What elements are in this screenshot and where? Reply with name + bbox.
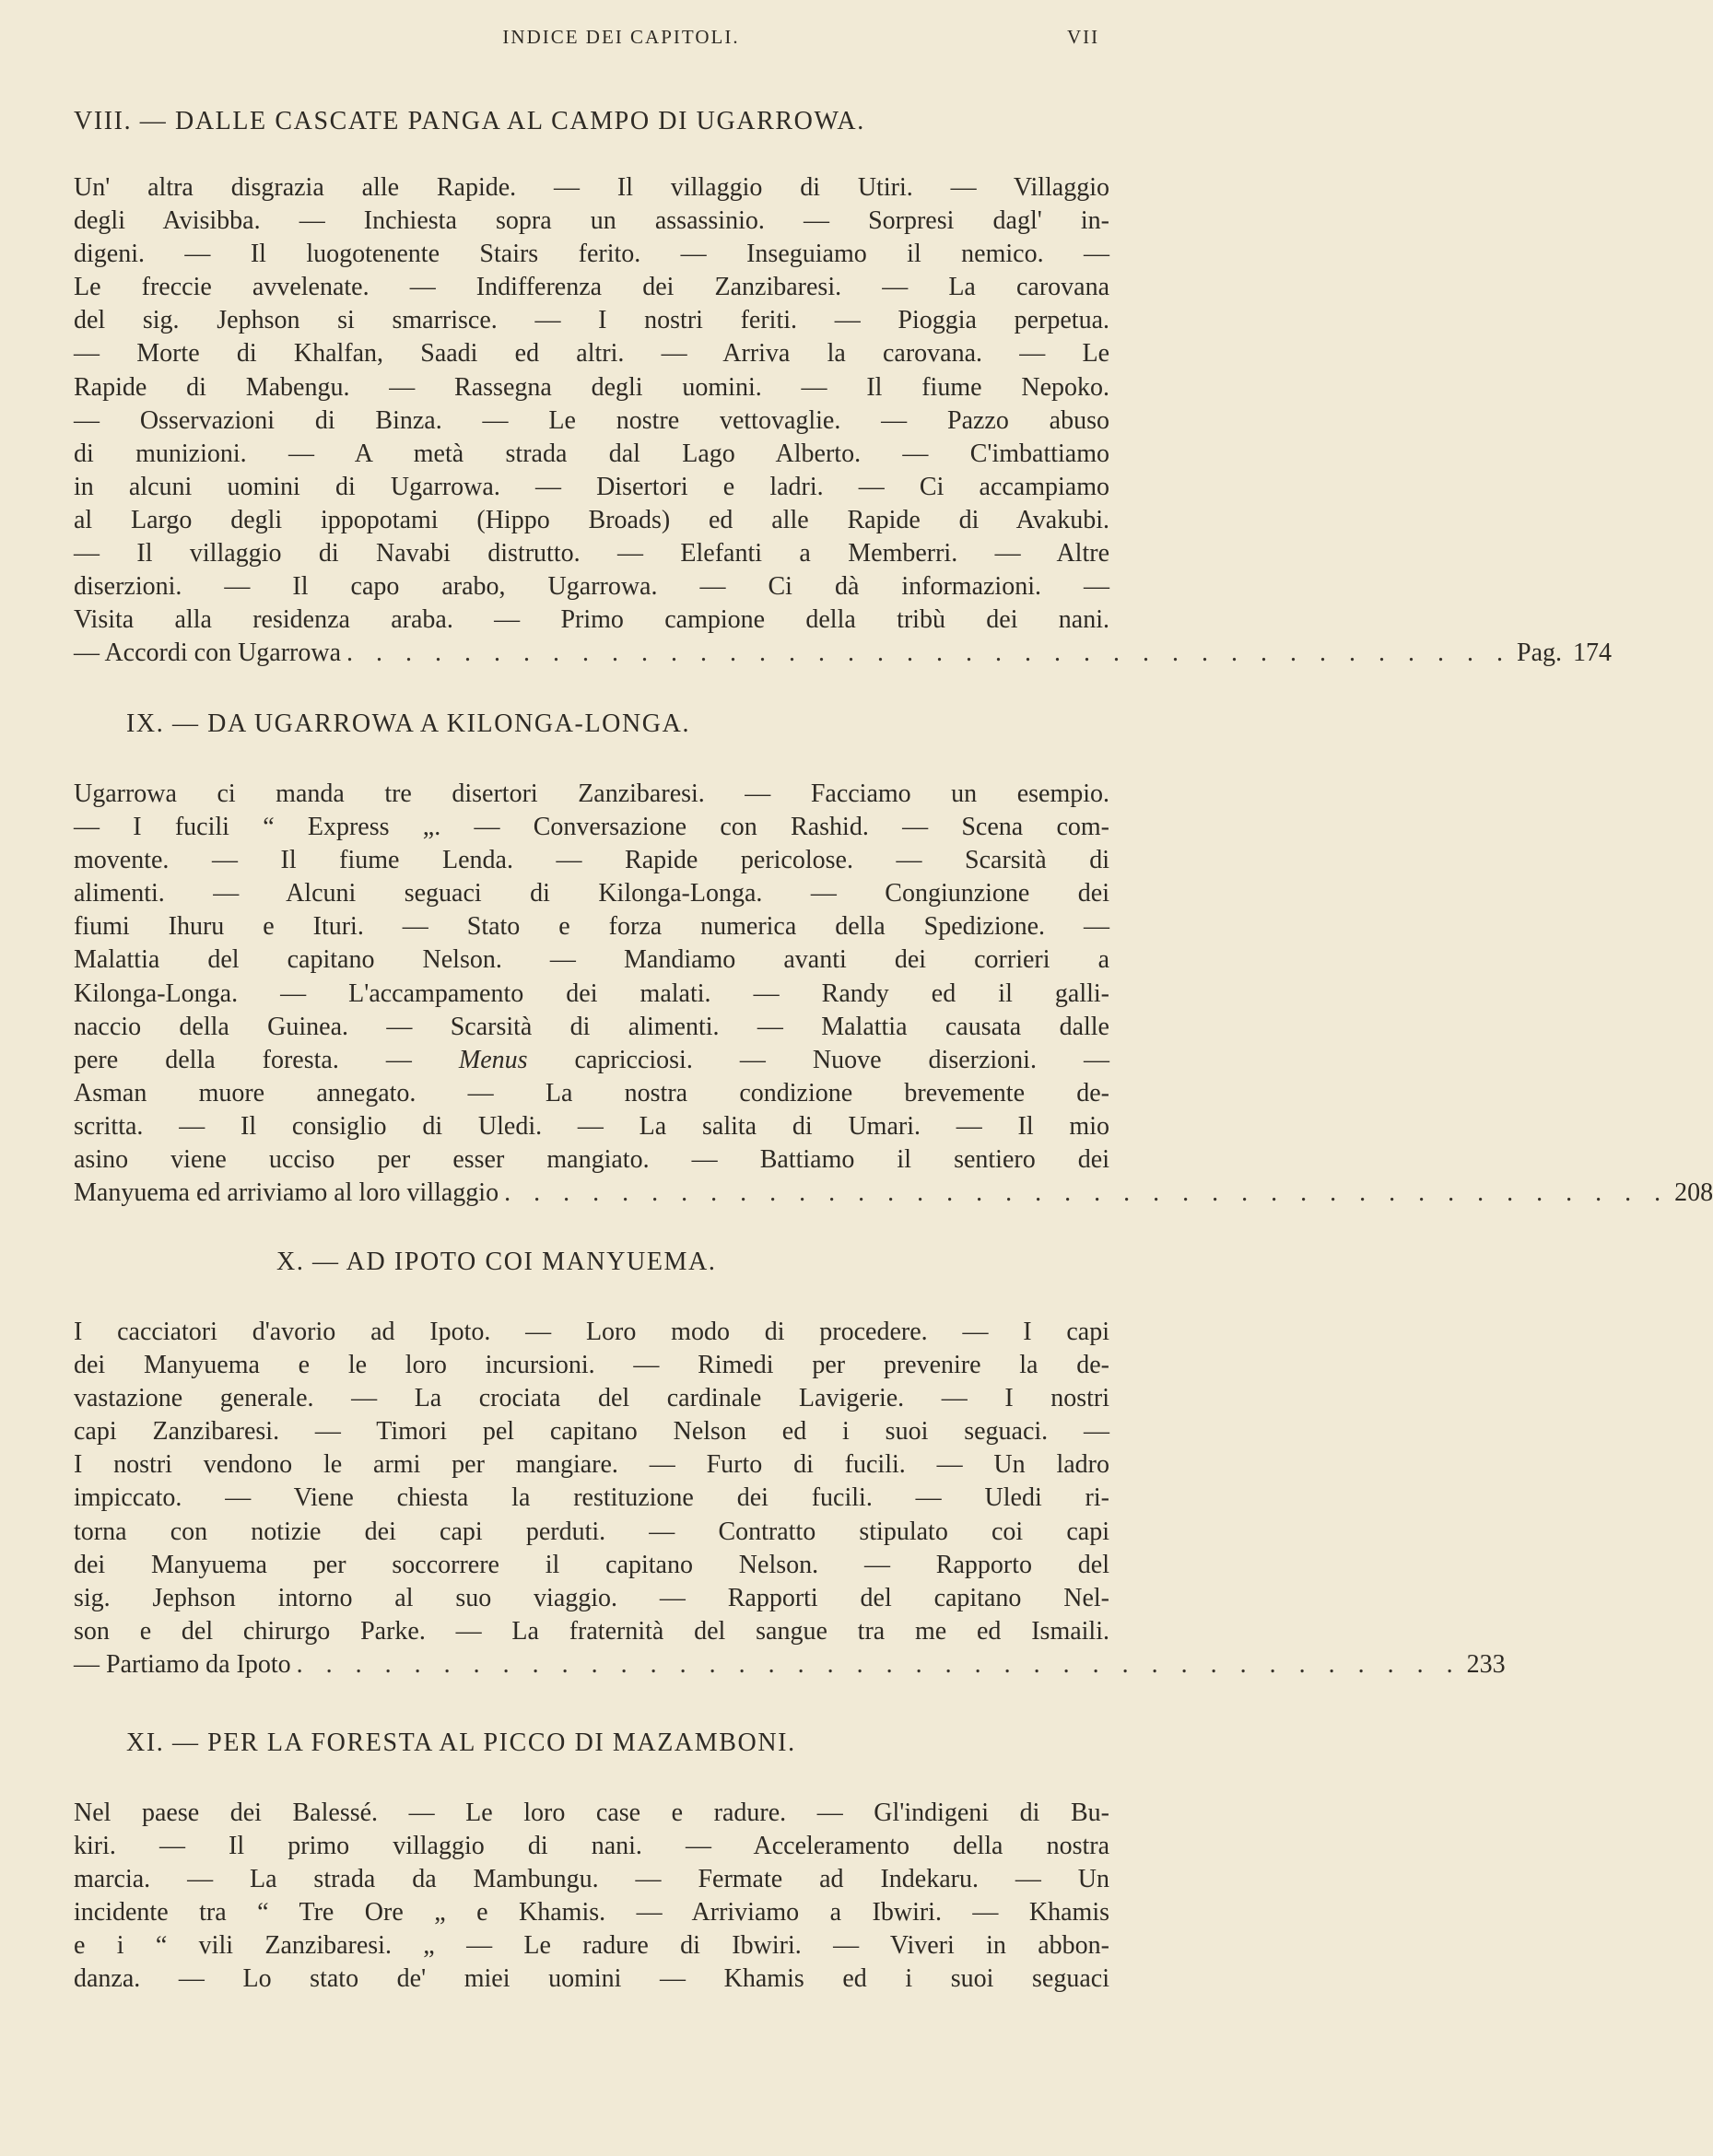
summary-line-end: — Partiamo da Ipoto — [74, 1649, 291, 1679]
summary-line: danza. — Lo stato de' miei uomini — Khamis ed i suoi seguaci — [74, 1964, 1109, 1994]
chapter-summary — [74, 1316, 1506, 1681]
summary-line: dei Manyuema e le loro incursioni. — Rimedi per prevenire la de- — [74, 1351, 1109, 1380]
summary-line: marcia. — La strada da Mambungu. — Fermate ad Indekaru. — Un — [74, 1865, 1109, 1894]
chapter-heading: IX. — DA UGARROWA A KILONGA-LONGA. — [126, 709, 691, 738]
summary-line: pere della foresta. — Menus capricciosi. — Nuove diserzioni. — — [74, 1045, 1109, 1074]
page-reference-number: 208 — [1674, 1178, 1713, 1208]
page-reference — [1467, 1648, 1506, 1681]
summary-line: sig. Jephson intorno al suo viaggio. — Rapporti del capitano Nel- — [74, 1583, 1109, 1612]
summary-line: incidente tra “ Tre Ore „ e Khamis. — Arriviamo a Ibwiri. — Khamis — [74, 1898, 1109, 1928]
summary-last-line — [74, 1177, 1713, 1210]
summary-line: impiccato. — Viene chiesta la restituzione dei fucili. — Uledi ri- — [74, 1483, 1109, 1513]
summary-line: vastazione generale. — La crociata del cardinale Lavigerie. — I nostri — [74, 1384, 1109, 1413]
dot-leader: . . . . . . . . . . . . . . . . . . . . . . . . . . . . . . . . . . . . . . . . — [504, 1178, 1670, 1208]
summary-line: di munizioni. — A metà strada dal Lago Alberto. — C'imbattiamo — [74, 439, 1109, 468]
summary-line: capi Zanzibaresi. — Timori pel capitano Nelson ed i suoi seguaci. — — [74, 1417, 1109, 1447]
summary-line: dei Manyuema per soccorrere il capitano Nelson. — Rapporto del — [74, 1550, 1109, 1579]
summary-line: alimenti. — Alcuni seguaci di Kilonga-Longa. — Congiunzione dei — [74, 879, 1109, 908]
running-head-title: INDICE DEI CAPITOLI. — [502, 26, 740, 48]
page-reference-number: 233 — [1466, 1649, 1506, 1679]
chapter-summary — [74, 171, 1613, 670]
page-label: Pag. — [1517, 639, 1563, 668]
chapter-summary — [74, 1797, 1109, 1997]
summary-line: movente. — Il fiume Lenda. — Rapide pericolose. — Scarsità di — [74, 846, 1109, 875]
dot-leader: . . . . . . . . . . . . . . . . . . . . . . . . . . . . . . . . . . . . . . . . — [346, 639, 1512, 668]
summary-line: e i “ vili Zanzibaresi. „ — Le radure di Ibwiri. — Viveri in abbon- — [74, 1931, 1109, 1961]
summary-line: asino viene ucciso per esser mangiato. — Battiamo il sentiero dei — [74, 1145, 1109, 1175]
summary-line: naccio della Guinea. — Scarsità di alimenti. — Malattia causata dalle — [74, 1012, 1109, 1041]
summary-line: Asman muore annegato. — La nostra condizione brevemente de- — [74, 1078, 1109, 1107]
chapter-heading: X. — AD IPOTO COI MANYUEMA. — [276, 1248, 717, 1276]
summary-line: in alcuni uomini di Ugarrowa. — Disertori e ladri. — Ci accampiamo — [74, 472, 1109, 501]
summary-line: I cacciatori d'avorio ad Ipoto. — Loro modo di procedere. — I capi — [74, 1318, 1109, 1346]
summary-line: degli Avisibba. — Inchiesta sopra un assassinio. — Sorpresi dagl' in- — [74, 206, 1109, 236]
page-number: VII — [1067, 26, 1100, 48]
summary-line: Ugarrowa ci manda tre disertori Zanzibaresi. — Facciamo un esempio. — [74, 779, 1109, 808]
summary-line: — Il villaggio di Navabi distrutto. — Elefanti a Memberri. — Altre — [74, 539, 1109, 568]
chapter-heading: VIII. — DALLE CASCATE PANGA AL CAMPO DI UGARROWA. — [74, 107, 865, 135]
summary-line: Un' altra disgrazia alle Rapide. — Il villaggio di Utiri. — Villaggio — [74, 173, 1109, 202]
summary-line: diserzioni. — Il capo arabo, Ugarrowa. — Ci dà informazioni. — — [74, 572, 1109, 602]
summary-line: Rapide di Mabengu. — Rassegna degli uomini. — Il fiume Nepoko. — [74, 372, 1109, 402]
summary-line: al Largo degli ippopotami (Hippo Broads) ed alle Rapide di Avakubi. — [74, 505, 1109, 534]
running-head — [0, 26, 1242, 59]
summary-line-end: Manyuema ed arriviamo al loro villaggio — [74, 1178, 499, 1208]
summary-line: — I fucili “ Express „. — Conversazione con Rashid. — Scena com- — [74, 813, 1109, 842]
summary-line: Kilonga-Longa. — L'accampamento dei malati. — Randy ed il galli- — [74, 978, 1109, 1008]
summary-line: Nel paese dei Balessé. — Le loro case e radure. — Gl'indigeni di Bu- — [74, 1799, 1109, 1827]
summary-line: Visita alla residenza araba. — Primo campione della tribù dei nani. — [74, 605, 1109, 635]
summary-line: del sig. Jephson si smarrisce. — I nostri feriti. — Pioggia perpetua. — [74, 306, 1109, 335]
summary-line: I nostri vendono le armi per mangiare. — Furto di fucili. — Un ladro — [74, 1450, 1109, 1480]
summary-line: son e del chirurgo Parke. — La fraternità del sangue tra me ed Ismaili. — [74, 1616, 1109, 1646]
summary-line: Malattia del capitano Nelson. — Mandiamo avanti dei corrieri a — [74, 945, 1109, 975]
summary-line: torna con notizie dei capi perduti. — Contratto stipulato coi capi — [74, 1517, 1109, 1546]
chapter-heading: XI. — PER LA FORESTA AL PICCO DI MAZAMBONI. — [126, 1728, 796, 1757]
summary-line: — Osservazioni di Binza. — Le nostre vettovaglie. — Pazzo abuso — [74, 405, 1109, 435]
page-reference-number: 174 — [1573, 639, 1613, 668]
summary-line: kiri. — Il primo villaggio di nani. — Acceleramento della nostra — [74, 1832, 1109, 1861]
summary-line-end: — Accordi con Ugarrowa — [74, 639, 342, 668]
chapter-summary — [74, 778, 1713, 1210]
page-reference — [1674, 1177, 1713, 1210]
summary-line: scritta. — Il consiglio di Uledi. — La salita di Umari. — Il mio — [74, 1111, 1109, 1141]
dot-leader: . . . . . . . . . . . . . . . . . . . . . . . . . . . . . . . . . . . . . . . . — [296, 1649, 1461, 1679]
page-reference — [1517, 637, 1612, 670]
summary-line: fiumi Ihuru e Ituri. — Stato e forza numerica della Spedizione. — — [74, 912, 1109, 942]
summary-last-line — [74, 637, 1613, 670]
summary-line: digeni. — Il luogotenente Stairs ferito. — Inseguiamo il nemico. — — [74, 240, 1109, 269]
summary-line: — Morte di Khalfan, Saadi ed altri. — Arriva la carovana. — Le — [74, 339, 1109, 369]
summary-last-line — [74, 1648, 1506, 1681]
summary-line: Le freccie avvelenate. — Indifferenza dei Zanzibaresi. — La carovana — [74, 273, 1109, 302]
